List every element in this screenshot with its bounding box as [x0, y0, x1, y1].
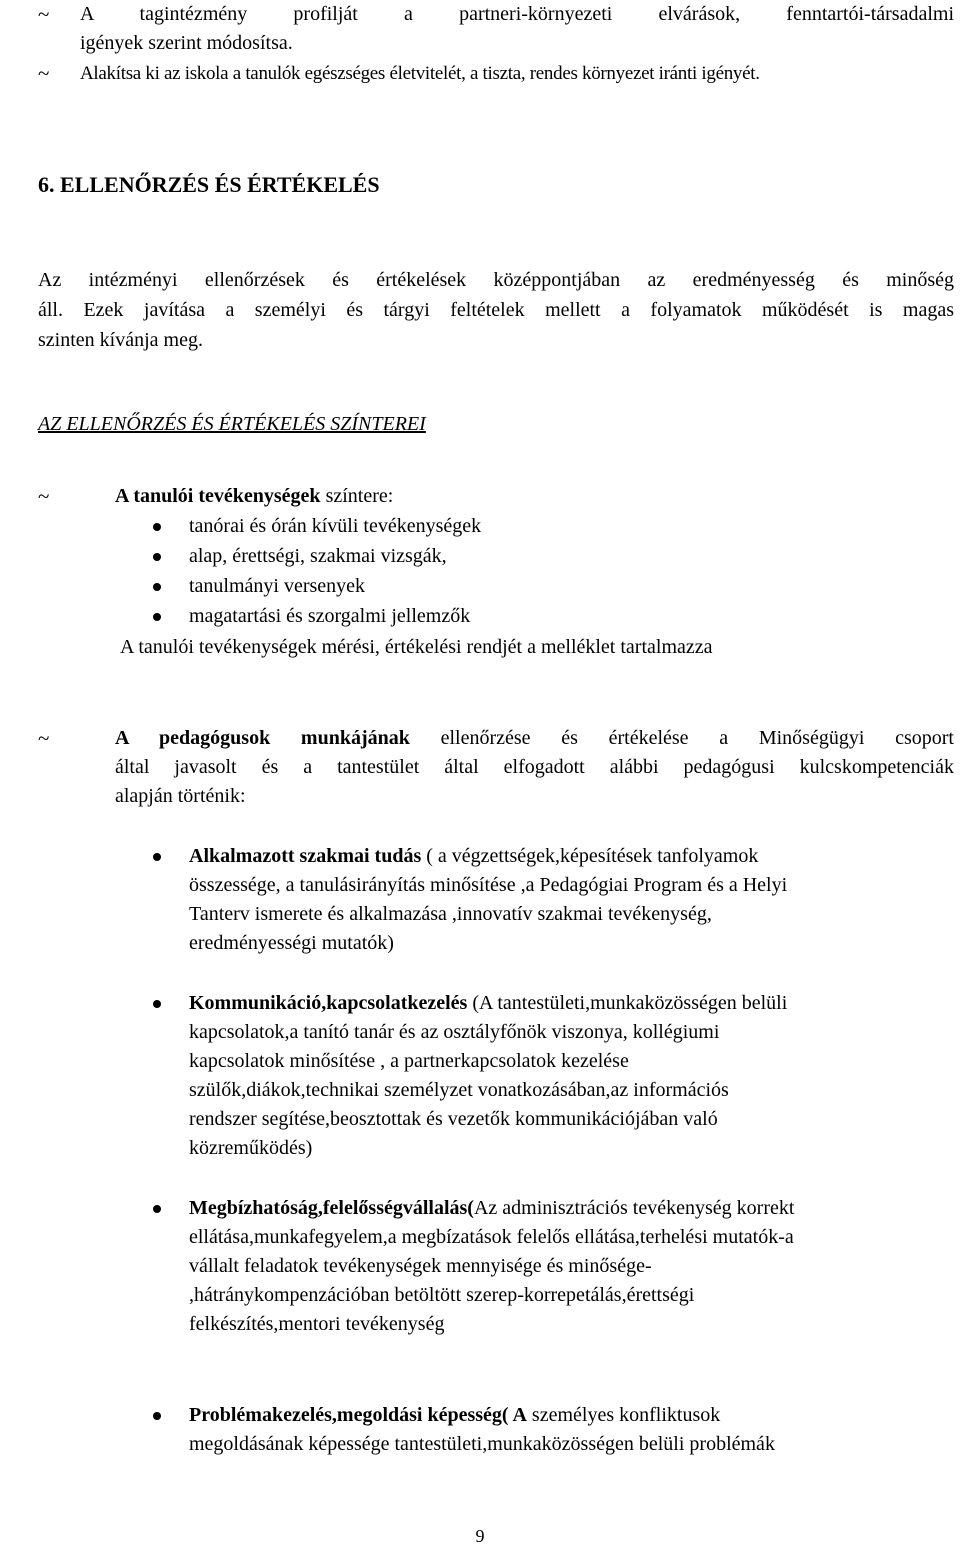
student-bullet-4: magatartási és szorgalmi jellemzők [189, 605, 471, 627]
subheading: AZ ELLENŐRZÉS ÉS ÉRTÉKELÉS SZÍNTEREI [38, 413, 426, 435]
competency-3-line-2: ellátása,munkafegyelem,a megbízatások felelős ellátása,terhelési mutatók-a [189, 1226, 794, 1248]
intro-item-1-line-2: igények szerint módosítsa. [80, 32, 293, 54]
student-heading-rest: színtere: [320, 485, 394, 507]
competency-1-line-3: Tanterv ismerete és alkalmazása ,innovatív szakmai tevékenység, [189, 903, 712, 925]
competency-2-line-3: kapcsolatok minősítése , a partnerkapcsolatok kezelése [189, 1050, 629, 1072]
bullet-icon [153, 613, 161, 621]
competency-1-bold: Alkalmazott szakmai tudás [189, 845, 422, 867]
tilde-bullet: ~ [38, 2, 50, 26]
bullet-icon [153, 553, 161, 561]
bullet-icon [153, 1205, 161, 1213]
competency-3-rest: Az adminisztrációs tevékenység korrekt [473, 1197, 795, 1219]
competency-2-rest: (A tantestületi,munkaközösségen belüli [467, 992, 788, 1014]
bullet-icon [153, 853, 161, 861]
competency-2-line-4: szülők,diákok,technikai személyzet vonatkozásában,az információs [189, 1079, 729, 1101]
competency-3-bold: Megbízhatóság,felelősségvállalás( [189, 1197, 474, 1219]
competency-3-line-5: felkészítés,mentori tevékenység [189, 1313, 445, 1335]
competency-4-line-1 [189, 1401, 720, 1430]
student-note: A tanulói tevékenységek mérési, értékelési rendjét a melléklet tartalmazza [120, 636, 713, 658]
bullet-icon [153, 1412, 161, 1420]
competency-2-bold: Kommunikáció,kapcsolatkezelés [189, 992, 468, 1014]
section-paragraph-line-1: Az intézményi ellenőrzések és értékelések középpontjában az eredményesség és minőség [38, 269, 954, 291]
tilde-bullet: ~ [38, 61, 50, 85]
section-title: 6. ELLENŐRZÉS ÉS ÉRTÉKELÉS [38, 172, 380, 197]
teacher-bold: A pedagógusok munkájának [115, 727, 410, 749]
student-bullet-2: alap, érettségi, szakmai vizsgák, [189, 545, 447, 567]
teacher-line-1 [115, 724, 954, 753]
competency-4-line-2: megoldásának képessége tantestületi,munkaközösségen belüli problémák [189, 1433, 775, 1455]
bullet-icon [153, 1000, 161, 1008]
competency-3-line-1 [189, 1194, 794, 1223]
intro-item-2-line-1: Alakítsa ki az iskola a tanulók egészséges életvitelét, a tiszta, rendes környezet iránti igényét. [80, 63, 760, 84]
bullet-icon [153, 583, 161, 591]
competency-2-line-5: rendszer segítése,beosztottak és vezetők kommunikációjában való [189, 1108, 718, 1130]
student-bullet-3: tanulmányi versenyek [189, 575, 366, 597]
bullet-icon [153, 523, 161, 531]
student-heading-bold: A tanulói tevékenységek [115, 485, 321, 507]
teacher-line-3: alapján történik: [115, 785, 246, 807]
competency-3-line-3: vállalt feladatok tevékenységek mennyisége és minősége- [189, 1255, 652, 1277]
student-heading [115, 482, 393, 511]
competency-2-line-2: kapcsolatok,a tanító tanár és az osztályfőnök viszonya, kollégiumi [189, 1021, 720, 1043]
section-paragraph-line-3: szinten kívánja meg. [38, 329, 203, 351]
competency-3-line-4: ,hátránykompenzációban betöltött szerep-korrepetálás,érettségi [189, 1284, 695, 1306]
section-paragraph-line-2: áll. Ezek javítása a személyi és tárgyi feltételek mellett a folyamatok működését is magas [38, 299, 954, 321]
tilde-bullet: ~ [38, 484, 50, 508]
competency-1-rest: ( a végzettségek,képesítések tanfolyamok [421, 845, 759, 867]
teacher-line-1-rest: ellenőrzése és értékelése a Minőségügyi csoport [409, 727, 954, 749]
teacher-line-2: által javasolt és a tantestület által elfogadott alábbi pedagógusi kulcskompetenciák [115, 756, 954, 778]
competency-1-line-1 [189, 842, 758, 871]
competency-4-rest: személyes konfliktusok [526, 1404, 721, 1426]
page-number: 9 [475, 1526, 485, 1546]
competency-1-line-2: összessége, a tanulásirányítás minősítése ,a Pedagógiai Program és a Helyi [189, 874, 788, 896]
competency-1-line-4: eredményességi mutatók) [189, 932, 394, 954]
competency-2-line-6: közreműködés) [189, 1137, 313, 1159]
competency-4-bold: Problémakezelés,megoldási képesség( A [189, 1404, 527, 1426]
competency-2-line-1 [189, 989, 787, 1018]
intro-item-1-line-1: A tagintézmény profilját a partneri-környezeti elvárások, fenntartói-társadalmi [80, 3, 954, 25]
tilde-bullet: ~ [38, 726, 50, 750]
student-bullet-1: tanórai és órán kívüli tevékenységek [189, 515, 482, 537]
